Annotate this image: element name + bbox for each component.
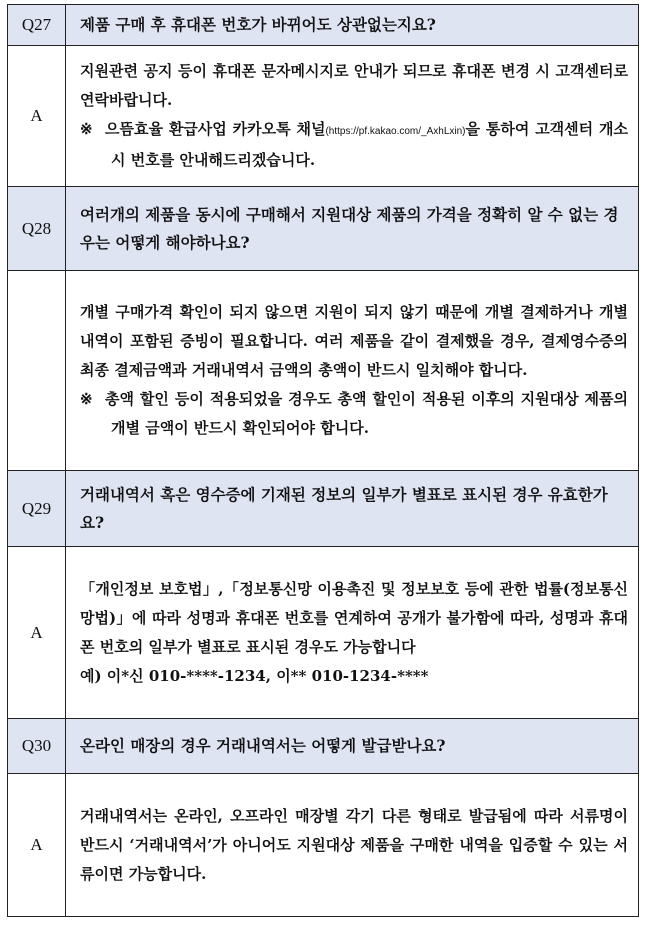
question-number: Q28 — [8, 187, 66, 271]
answer-text: 「개인정보 보호법」,「정보통신망 이용촉진 및 정보보호 등에 관한 법률(정보통신망법)」에 따라 성명과 휴대폰 번호를 연계하여 공개가 불가함에 따라, 성명과 휴대폰 번호의 일부가 별표로 표시된 경우도 가능합니다 — [80, 579, 628, 656]
question-text: 여러개의 제품을 동시에 구매해서 지원대상 제품의 가격을 정확히 알 수 없는 경우는 어떻게 해야하나요? — [66, 187, 639, 271]
answer-row — [8, 547, 639, 719]
answer-text: 거래내역서는 온라인, 오프라인 매장별 각기 다른 형태로 발급됨에 따라 서류명이 반드시 ‘거래내역서’가 아니어도 지원대상 제품을 구매한 내역을 입증할 수 있는 서류이면 가능합니다. — [80, 806, 628, 883]
question-row — [8, 719, 639, 774]
answer-label — [8, 271, 66, 471]
note-text: 으뜸효율 환급사업 카카오톡 채널 — [105, 120, 326, 138]
answer-note — [80, 115, 628, 175]
question-row — [8, 187, 639, 271]
answer-cell — [66, 271, 639, 471]
question-number: Q27 — [8, 5, 66, 46]
answer-text: 개별 구매가격 확인이 되지 않으면 지원이 되지 않기 때문에 개별 결제하거나 개별 내역이 포함된 증빙이 필요합니다. 여러 제품을 같이 결제했을 경우, 결제영수증의 최종 결제금액과 거래내역서 금액의 총액이 반드시 일치해야 합니다. — [80, 303, 628, 379]
question-row — [8, 5, 639, 46]
answer-label: A — [8, 547, 66, 719]
answer-text: 지원관련 공지 등이 휴대폰 문자메시지로 안내가 되므로 휴대폰 변경 시 고객센터로 연락바랍니다. — [80, 62, 628, 109]
question-row — [8, 471, 639, 547]
answer-label: A — [8, 774, 66, 917]
answer-row — [8, 774, 639, 917]
question-text: 제품 구매 후 휴대폰 번호가 바뀌어도 상관없는지요? — [66, 5, 639, 46]
answer-cell — [66, 46, 639, 187]
answer-cell — [66, 774, 639, 917]
answer-example: 예) 이*신 010-****-1234, 이** 010-1234-**** — [80, 666, 429, 685]
answer-label: A — [8, 46, 66, 187]
note-text-end: 을 통하여 고객센터 개소 시 번호를 안내해드리겠습니다. — [111, 120, 628, 169]
answer-note — [80, 385, 628, 443]
faq-table — [7, 4, 639, 917]
question-text: 거래내역서 혹은 영수증에 기재된 정보의 일부가 별표로 표시된 경우 유효한가요? — [66, 471, 639, 547]
reference-mark-icon: ※ — [80, 120, 93, 138]
note-text: 총액 할인 등이 적용되었을 경우도 총액 할인이 적용된 이후의 지원대상 제품의 개별 금액이 반드시 확인되어야 합니다. — [105, 390, 628, 437]
kakao-channel-link[interactable]: (https://pf.kakao.com/_AxhLxin) — [325, 126, 466, 137]
question-number: Q30 — [8, 719, 66, 774]
reference-mark-icon: ※ — [80, 390, 93, 408]
answer-row — [8, 46, 639, 187]
question-number: Q29 — [8, 471, 66, 547]
answer-row — [8, 271, 639, 471]
answer-cell — [66, 547, 639, 719]
question-text: 온라인 매장의 경우 거래내역서는 어떻게 발급받나요? — [66, 719, 639, 774]
